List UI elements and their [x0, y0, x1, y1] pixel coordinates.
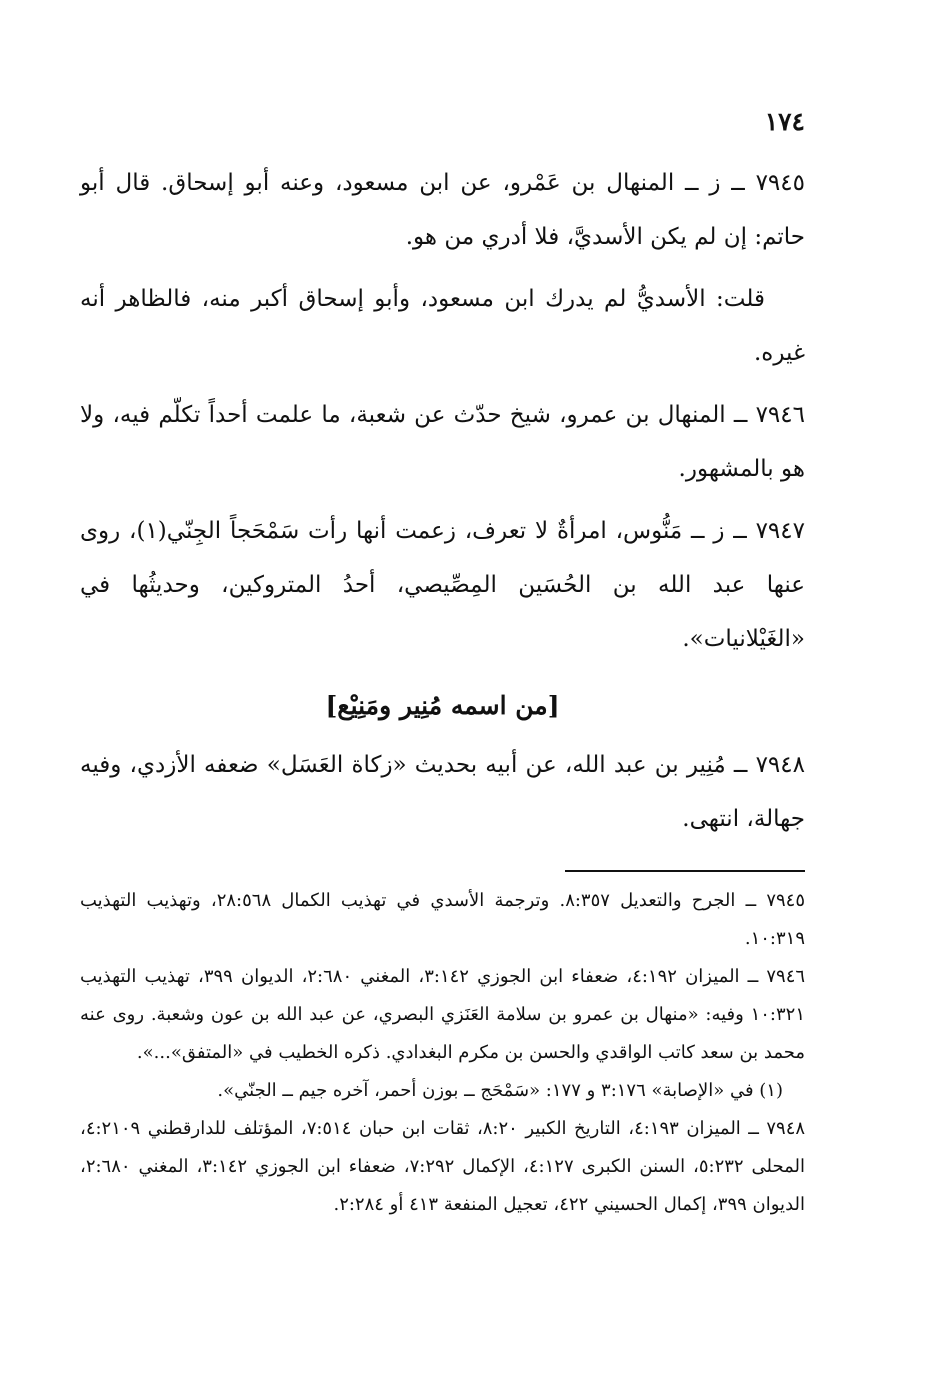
- entry-7948: ٧٩٤٨ ــ مُنِير بن عبد الله، عن أبيه بحديث «زكاة العَسَل» ضعفه الأزدي، وفيه جهالة، انتهى.: [80, 752, 805, 832]
- page-number: ١٧٤: [764, 107, 805, 136]
- section-heading: [من اسمه مُنِير ومَنِيْع]: [325, 691, 560, 720]
- footnote-7945: ٧٩٤٥ ــ الجرح والتعديل ٨:٣٥٧. وترجمة الأسدي في تهذيب الكمال ٢٨:٥٦٨، وتهذيب التهذيب ١٠:٣١٩.: [80, 890, 805, 949]
- entry-7945: ٧٩٤٥ ــ ز ــ المنهال بن عَمْرو، عن ابن مسعود، وعنه أبو إسحاق. قال أبو حاتم: إن لم يكن الأسديَّ، فلا أدري من هو.: [80, 170, 805, 250]
- entry-7946: ٧٩٤٦ ــ المنهال بن عمرو، شيخ حدّث عن شعبة، ما علمت أحداً تكلّم فيه، ولا هو بالمشهور.: [80, 402, 805, 482]
- entry-7945-comment: قلت: الأسديُّ لم يدرك ابن مسعود، وأبو إسحاق أكبر منه، فالظاهر أنه غيره.: [80, 286, 805, 366]
- footnote-7946: ٧٩٤٦ ــ الميزان ٤:١٩٢، ضعفاء ابن الجوزي ٣:١٤٢، المغني ٢:٦٨٠، الديوان ٣٩٩، تهذيب التهذيب ١٠:٣٢١ وفيه: «منهال بن عمرو بن سلامة العَنَزي البصري، عن عبد الله بن عون وشعبة. روى عنه محمد بن سعد كاتب الواقدي والحسن بن مكرم البغدادي. ذكره الخطيب في «المتفق»...».: [80, 966, 806, 1063]
- footnote-7948: ٧٩٤٨ ــ الميزان ٤:١٩٣، التاريخ الكبير ٨:٢٠، ثقات ابن حبان ٧:٥١٤، المؤتلف للدارقطني ٤:٢١٠٩، المحلى ٥:٢٣٢، السنن الكبرى ٤:١٢٧، الإكمال ٧:٢٩٢، ضعفاء ابن الجوزي ٣:١٤٢، المغني ٢:٦٨٠، الديوان ٣٩٩، إكمال الحسيني ٤٢٢، تعجيل المنفعة ٤١٣ أو ٢:٢٨٤.: [80, 1118, 806, 1215]
- entry-7947: ٧٩٤٧ ــ ز ــ مَنُّوس، امرأةٌ لا تعرف، زعمت أنها رأت سَمْحَجاً الجِنّي(١)، روى عنها عبد الله بن الحُسَين المِصِّيصي، أحدُ المتروكين، وحديثُها في «الغَيْلانيات».: [80, 518, 805, 652]
- document-page: [80, 100, 805, 1224]
- footnote-divider: [565, 870, 805, 872]
- footnote-note-1: (١) في «الإصابة» ٣:١٧٦ و ١٧٧: «سَمْحَج ــ بوزن أحمر، آخره جيم ــ الجنّي».: [217, 1080, 783, 1101]
